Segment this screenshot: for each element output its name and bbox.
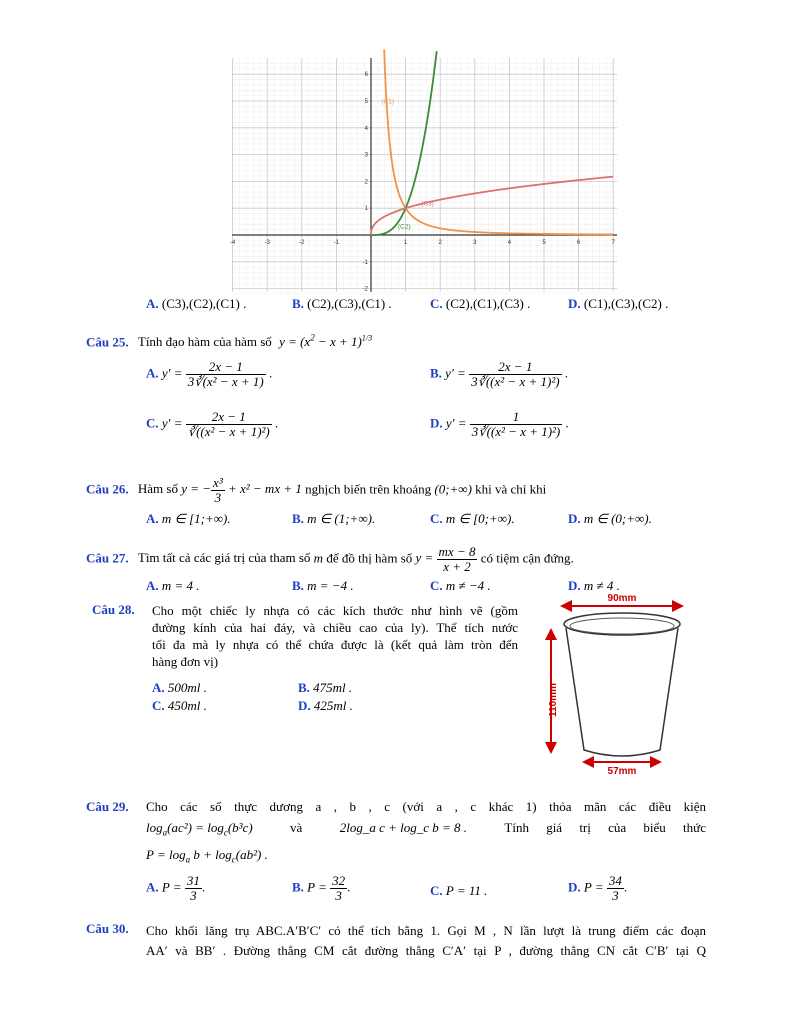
q28-option-b[interactable]: B. 475ml .: [298, 680, 353, 695]
q27-option-b[interactable]: B. m = −4 .: [292, 578, 354, 593]
x-tick-label: -2: [299, 240, 305, 246]
cup-body: [566, 628, 678, 756]
y-tick-label: 2: [364, 179, 368, 186]
q26-function: y = − $\frac{\text{x³}}{3}$ + x² − mx + 1: [181, 475, 302, 505]
y-tick-label: 5: [364, 99, 368, 105]
q24-option-c[interactable]: C. (C2),(C1),(C3) .: [430, 296, 531, 311]
q24-option-a[interactable]: A. (C3),(C2),(C1) .: [146, 296, 247, 311]
q28-num: Câu 28.: [92, 602, 135, 617]
function-graph: [229, 58, 617, 293]
q29-line1: Cho các số thực dương a , b , c (với a , c khác 1) thỏa mãn các điều kiện: [146, 799, 706, 814]
dim-bottom-label: 57mm: [607, 766, 637, 777]
x-tick-label: 6: [576, 240, 581, 246]
axes: [229, 58, 617, 292]
q24-option-b[interactable]: B. (C2),(C3),(C1) .: [292, 296, 392, 311]
x-tick-label: 1: [403, 240, 408, 246]
q27-function: y = $\frac{mx - 8}{x + 2}$: [415, 544, 476, 574]
q28-text: Cho một chiếc ly nhựa có các kích thước như hình vẽ (gồm đường kính của hai đáy, và chiều cao của ly). Thể tích nước tối đa mà ly nhựa có thể chứa được là (kết quả làm tròn đến hàng đơn vị): [152, 603, 518, 669]
q29-line2: $\log_a(ac^2) = \log_c(b^3c)$ và 2log_a c + log_c b = 8 . Tính giá trị của biểu thức: [146, 820, 706, 838]
y-tick-label: 1: [364, 206, 368, 213]
q25-option-b[interactable]: B. y′ = $\frac{2x - 1}{\text{3∛((x² − x + 1)²)}}$ .: [430, 359, 569, 389]
q28-option-a[interactable]: A. 500ml .: [152, 680, 207, 695]
x-tick-label: 2: [438, 240, 442, 246]
q25-option-a[interactable]: A. y′ = $\frac{2x - 1}{\text{3∛(x² − x + 1)}}$ .: [146, 359, 273, 389]
q29-num: Câu 29.: [86, 799, 129, 814]
x-tick-label: 3: [473, 240, 477, 246]
y-tick-label: 4: [364, 125, 368, 132]
y-tick-label: 6: [364, 72, 368, 79]
q29-option-a[interactable]: A. P = $\frac{31}{3}$ .: [146, 873, 206, 903]
dim-top-label: 90mm: [607, 593, 637, 604]
q30-text: Cho khối lăng trụ ABC.A′B′C′ có thể tích bằng 1. Gọi M , N lần lượt là trung điểm các đoạn AA′ và BB′ . Đường thẳng CM cắt đường thẳng C′A′ tại P , đường thẳng CN cắt C′B′ tại Q: [146, 923, 706, 958]
grid-minor: [229, 58, 617, 294]
q28-option-c[interactable]: C. 450ml .: [152, 698, 207, 713]
grid-major: [229, 58, 617, 292]
q25-stem: Câu 25. Tính đạo hàm của hàm số $y = (x^2 - x + 1)^{1/3}$: [86, 333, 373, 350]
q25-option-d[interactable]: D. y′ = $\frac{1}{\text{3∛((x² − x + 1)²)}}$ .: [430, 409, 569, 439]
x-tick-label: -4: [229, 240, 236, 246]
q26-option-a[interactable]: A. m ∈ [1;+∞).: [146, 511, 231, 526]
q29-expression: $P = \log_a b + \log_c(ab^2)$ .: [146, 847, 268, 865]
q29-option-c[interactable]: C. P = 11 .: [430, 883, 488, 898]
q27-option-a[interactable]: A. m = 4 .: [146, 578, 200, 593]
cup-diagram: [540, 590, 700, 780]
q28-option-d[interactable]: D. 425ml .: [298, 698, 353, 713]
q26-option-b[interactable]: B. m ∈ (1;+∞).: [292, 511, 376, 526]
q26-option-c[interactable]: C. m ∈ [0;+∞).: [430, 511, 515, 526]
q27-stem: Câu 27. Tìm tất cả các giá trị của tham số m để đồ thị hàm số y = $\frac{mx - 8}{x + 2}$ có tiệm cận đứng.: [86, 544, 574, 574]
x-tick-label: -3: [264, 240, 270, 246]
label-c3: (C3): [421, 200, 434, 208]
x-tick-label: 7: [611, 240, 615, 246]
curves: [371, 49, 613, 235]
label-c1: (C1): [381, 98, 395, 106]
x-tick-label: 5: [542, 240, 546, 246]
label-c2: (C2): [397, 223, 411, 231]
x-tick-label: -1: [333, 240, 340, 246]
q27-option-d[interactable]: D. m ≠ 4 .: [568, 578, 620, 593]
q25-option-c[interactable]: C. y′ = $\frac{2x - 1}{\text{∛((x² − x + 1)²)}}$ .: [146, 409, 279, 439]
y-tick-label: -2: [362, 286, 368, 293]
q29-option-b[interactable]: B. P = $\frac{32}{3}$ .: [292, 873, 351, 903]
dim-side-label: 110mm: [548, 683, 559, 717]
y-tick-label: -1: [362, 259, 368, 266]
x-tick-label: 4: [507, 240, 512, 246]
q27-option-c[interactable]: C. m ≠ −4 .: [430, 578, 491, 593]
q26-stem: Câu 26. Hàm số y = − $\frac{\text{x³}}{3}$ + x² − mx + 1 nghịch biến trên khoảng (0;+∞) khi và chỉ khi: [86, 475, 547, 505]
q26-option-d[interactable]: D. m ∈ (0;+∞).: [568, 511, 652, 526]
cup-rim: [564, 613, 680, 635]
q29-eq1: $\log_a(ac^2) = \log_c(b^3c)$: [146, 820, 253, 838]
q24-option-d[interactable]: D. (C1),(C3),(C2) .: [568, 296, 669, 311]
y-tick-label: 3: [364, 152, 368, 159]
q30-num: Câu 30.: [86, 921, 129, 936]
q25-function: $y = (x^2 - x + 1)^{1/3}$: [279, 333, 373, 350]
q29-line3: [146, 847, 268, 865]
q29-option-d[interactable]: D. P = $\frac{34}{3}$ .: [568, 873, 628, 903]
